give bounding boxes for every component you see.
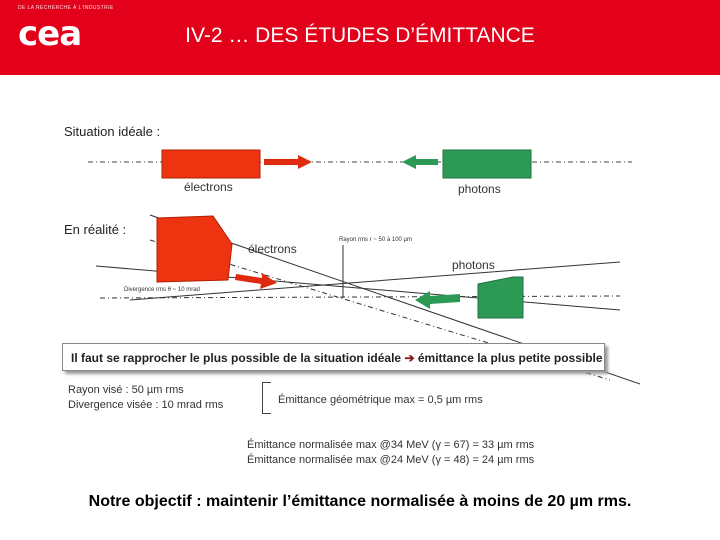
cea-logo: cea [18,14,82,54]
reality-electrons-label: électrons [248,242,297,256]
conclusion-callout [62,343,605,371]
callout-text-end: émittance la plus petite possible [417,351,603,365]
org-tagline: DE LA RECHERCHE À L'INDUSTRIE [18,5,114,11]
ideal-heading: Situation idéale : [64,124,161,139]
reality-heading: En réalité : [64,222,127,237]
ideal-electron-arrow [264,155,312,169]
right-arrow-icon: ➔ [404,351,415,365]
normalized-emittance-24: Émittance normalisée max @24 MeV (γ = 48) = 24 µm rms [247,454,535,466]
target-divergence: Divergence visée : 10 mrad rms [68,399,224,411]
geometric-emittance: Émittance géométrique max = 0,5 µm rms [278,394,483,406]
divergence-note: Divergence rms θ ~ 10 mrad [124,287,200,293]
reality-electron-arrow [235,273,277,289]
ideal-photon-arrow [402,155,438,169]
ideal-photon-bunch [443,150,531,178]
target-radius: Rayon visé : 50 µm rms [68,384,184,396]
bracket [262,382,271,414]
objective-statement: Notre objectif : maintenir l’émittance normalisée à moins de 20 µm rms. [88,493,632,510]
ideal-electron-bunch [162,150,260,178]
ideal-electrons-label: électrons [184,180,233,194]
reality-photons-label: photons [452,258,495,272]
normalized-emittance-34: Émittance normalisée max @34 MeV (γ = 67) = 33 µm rms [247,439,535,451]
reality-electron-bunch [157,216,232,282]
radius-note: Rayon rms r ~ 50 à 100 µm [339,237,412,243]
reality-photon-bunch [478,277,523,318]
ideal-photons-label: photons [458,182,501,196]
slide-title: IV-2 … DES ÉTUDES D’ÉMITTANCE [185,24,535,47]
callout-text-start: Il faut se rapprocher le plus possible de la situation idéale [71,351,402,365]
